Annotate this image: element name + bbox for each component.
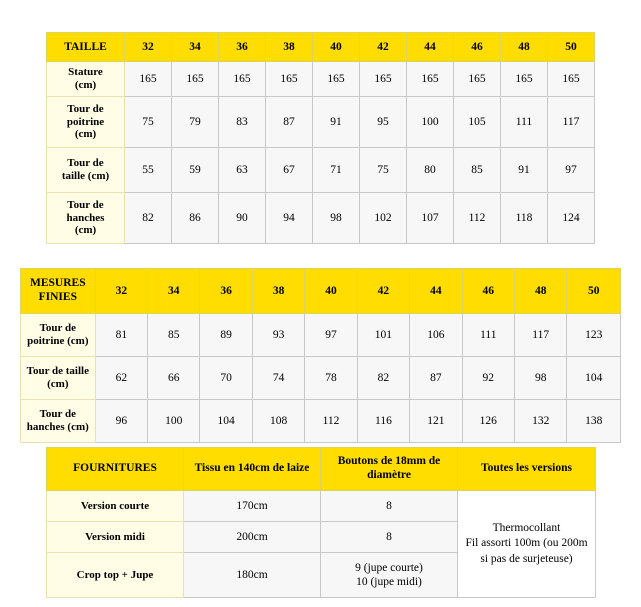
row-label-tour-de-hanches — [47, 193, 125, 244]
cell-taille-48: 91 — [501, 148, 548, 193]
cell-taille-36: 70 — [200, 357, 252, 400]
cell-poitrine-40: 91 — [313, 97, 360, 148]
cell-taille-36: 63 — [219, 148, 266, 193]
row-label-tour-de-poitrine — [47, 97, 125, 148]
cell-hanches-46: 126 — [462, 400, 514, 443]
cell-line: 9 (jupe courte) — [355, 561, 423, 574]
table-header-row — [21, 269, 621, 314]
header-size-36: 36 — [200, 269, 252, 314]
cell-hanches-44: 107 — [407, 193, 454, 244]
cell-hanches-50: 124 — [548, 193, 595, 244]
header-size-42: 42 — [360, 33, 407, 62]
row-label-line: (cm) — [74, 79, 97, 91]
cell-poitrine-46: 111 — [462, 314, 514, 357]
size-chart-table — [46, 32, 595, 244]
header-size-46: 46 — [454, 33, 501, 62]
row-label-line: (cm) — [47, 378, 69, 390]
row-label-line: hanches — [66, 211, 105, 224]
cell-hanches-36: 90 — [219, 193, 266, 244]
cell-poitrine-36: 89 — [200, 314, 252, 357]
row-label-line: Tour de — [67, 157, 104, 170]
row-label-line: (cm) — [74, 128, 97, 141]
table-header-row — [47, 448, 596, 491]
cell-stature-40: 165 — [313, 62, 360, 97]
table-row — [47, 491, 596, 522]
row-label-line: Tour de — [67, 199, 104, 212]
table-header-row — [47, 33, 595, 62]
header-size-50: 50 — [567, 269, 621, 314]
cell-hanches-40: 98 — [313, 193, 360, 244]
cell-taille-34: 66 — [148, 357, 200, 400]
cell-stature-32: 165 — [125, 62, 172, 97]
cell-hanches-40: 112 — [305, 400, 357, 443]
cell-hanches-38: 94 — [266, 193, 313, 244]
cell-tissu-version-courte: 170cm — [184, 491, 321, 522]
header-mesures-finies — [21, 269, 96, 314]
header-toutes-les-versions: Toutes les versions — [458, 448, 596, 491]
cell-taille-44: 80 — [407, 148, 454, 193]
header-size-44: 44 — [407, 33, 454, 62]
header-line: MESURES — [30, 277, 86, 290]
header-size-42: 42 — [357, 269, 409, 314]
row-label-line: taille (cm) — [61, 170, 110, 182]
table-row — [21, 400, 621, 443]
header-size-48: 48 — [514, 269, 566, 314]
cell-taille-48: 98 — [514, 357, 566, 400]
row-label-tour-de-hanches — [21, 400, 96, 443]
header-line: diamètre — [367, 469, 411, 481]
cell-taille-50: 97 — [548, 148, 595, 193]
cell-hanches-36: 104 — [200, 400, 252, 443]
cell-boutons-version-midi: 8 — [321, 522, 458, 553]
cell-taille-34: 59 — [172, 148, 219, 193]
cell-taille-42: 82 — [357, 357, 409, 400]
cell-line: 10 (jupe midi) — [356, 576, 422, 588]
cell-poitrine-38: 87 — [266, 97, 313, 148]
cell-poitrine-50: 117 — [548, 97, 595, 148]
row-label-line: Tour de — [67, 103, 104, 116]
cell-poitrine-48: 111 — [501, 97, 548, 148]
header-size-38: 38 — [252, 269, 304, 314]
header-size-34: 34 — [148, 269, 200, 314]
header-fournitures: FOURNITURES — [47, 448, 184, 491]
cell-stature-38: 165 — [266, 62, 313, 97]
header-line: Boutons de 18mm de — [337, 455, 441, 468]
cell-boutons-crop-top-jupe — [321, 553, 458, 598]
row-label-line: Tour de taille — [26, 364, 89, 377]
cell-poitrine-42: 101 — [357, 314, 409, 357]
cell-taille-46: 92 — [462, 357, 514, 400]
finished-measurements-table — [20, 268, 621, 443]
row-label-line: Tour de — [39, 321, 76, 334]
cell-poitrine-40: 97 — [305, 314, 357, 357]
table-row — [21, 357, 621, 400]
header-tissu: Tissu en 140cm de laize — [184, 448, 321, 491]
table-row — [47, 148, 595, 193]
header-size-40: 40 — [305, 269, 357, 314]
table-row — [47, 97, 595, 148]
table-row — [47, 62, 595, 97]
row-label-version-courte: Version courte — [47, 491, 184, 522]
cell-taille-40: 71 — [313, 148, 360, 193]
cell-stature-42: 165 — [360, 62, 407, 97]
cell-tissu-version-midi: 200cm — [184, 522, 321, 553]
cell-poitrine-34: 79 — [172, 97, 219, 148]
row-label-line: poitrine (cm) — [27, 335, 89, 347]
cell-poitrine-50: 123 — [567, 314, 621, 357]
supplies-table — [46, 447, 596, 598]
cell-stature-46: 165 — [454, 62, 501, 97]
header-size-44: 44 — [410, 269, 462, 314]
cell-hanches-42: 102 — [360, 193, 407, 244]
cell-poitrine-32: 75 — [125, 97, 172, 148]
cell-taille-42: 75 — [360, 148, 407, 193]
cell-hanches-46: 112 — [454, 193, 501, 244]
cell-taille-32: 62 — [95, 357, 147, 400]
cell-hanches-34: 86 — [172, 193, 219, 244]
header-size-48: 48 — [501, 33, 548, 62]
cell-poitrine-42: 95 — [360, 97, 407, 148]
cell-notes-toutes-versions — [458, 491, 596, 598]
cell-hanches-34: 100 — [148, 400, 200, 443]
row-label-line: Stature — [68, 66, 103, 79]
header-line: FINIES — [38, 291, 77, 303]
cell-boutons-version-courte: 8 — [321, 491, 458, 522]
cell-tissu-crop-top-jupe: 180cm — [184, 553, 321, 598]
header-size-38: 38 — [266, 33, 313, 62]
cell-poitrine-36: 83 — [219, 97, 266, 148]
cell-stature-48: 165 — [501, 62, 548, 97]
row-label-tour-de-taille — [47, 148, 125, 193]
row-label-tour-de-taille — [21, 357, 96, 400]
cell-hanches-50: 138 — [567, 400, 621, 443]
header-size-46: 46 — [462, 269, 514, 314]
table-row — [47, 193, 595, 244]
cell-hanches-32: 82 — [125, 193, 172, 244]
row-label-line: Tour de — [39, 407, 76, 420]
cell-taille-44: 87 — [410, 357, 462, 400]
cell-poitrine-48: 117 — [514, 314, 566, 357]
cell-hanches-48: 132 — [514, 400, 566, 443]
cell-stature-34: 165 — [172, 62, 219, 97]
cell-hanches-48: 118 — [501, 193, 548, 244]
row-label-tour-de-poitrine — [21, 314, 96, 357]
header-size-36: 36 — [219, 33, 266, 62]
cell-taille-32: 55 — [125, 148, 172, 193]
cell-taille-38: 74 — [252, 357, 304, 400]
row-label-version-midi: Version midi — [47, 522, 184, 553]
cell-poitrine-38: 93 — [252, 314, 304, 357]
header-size-40: 40 — [313, 33, 360, 62]
header-taille: TAILLE — [47, 33, 125, 62]
cell-taille-50: 104 — [567, 357, 621, 400]
header-size-50: 50 — [548, 33, 595, 62]
header-size-34: 34 — [172, 33, 219, 62]
cell-hanches-32: 96 — [95, 400, 147, 443]
cell-poitrine-46: 105 — [454, 97, 501, 148]
header-size-32: 32 — [125, 33, 172, 62]
header-boutons — [321, 448, 458, 491]
cell-hanches-38: 108 — [252, 400, 304, 443]
cell-poitrine-44: 100 — [407, 97, 454, 148]
cell-hanches-44: 121 — [410, 400, 462, 443]
note-line: si pas de surjeteuse) — [480, 552, 573, 565]
row-label-line: (cm) — [74, 224, 97, 237]
row-label-line: hanches (cm) — [26, 421, 89, 433]
cell-stature-44: 165 — [407, 62, 454, 97]
header-size-32: 32 — [95, 269, 147, 314]
cell-poitrine-34: 85 — [148, 314, 200, 357]
cell-stature-50: 165 — [548, 62, 595, 97]
cell-stature-36: 165 — [219, 62, 266, 97]
cell-poitrine-44: 106 — [410, 314, 462, 357]
row-label-stature — [47, 62, 125, 97]
cell-hanches-42: 116 — [357, 400, 409, 443]
row-label-crop-top-jupe: Crop top + Jupe — [47, 553, 184, 598]
cell-taille-40: 78 — [305, 357, 357, 400]
cell-taille-38: 67 — [266, 148, 313, 193]
note-line: Fil assorti 100m (ou 200m — [465, 537, 588, 550]
row-label-line: poitrine — [66, 115, 105, 128]
cell-poitrine-32: 81 — [95, 314, 147, 357]
table-row — [21, 314, 621, 357]
note-line: Thermocollant — [492, 521, 561, 534]
cell-taille-46: 85 — [454, 148, 501, 193]
